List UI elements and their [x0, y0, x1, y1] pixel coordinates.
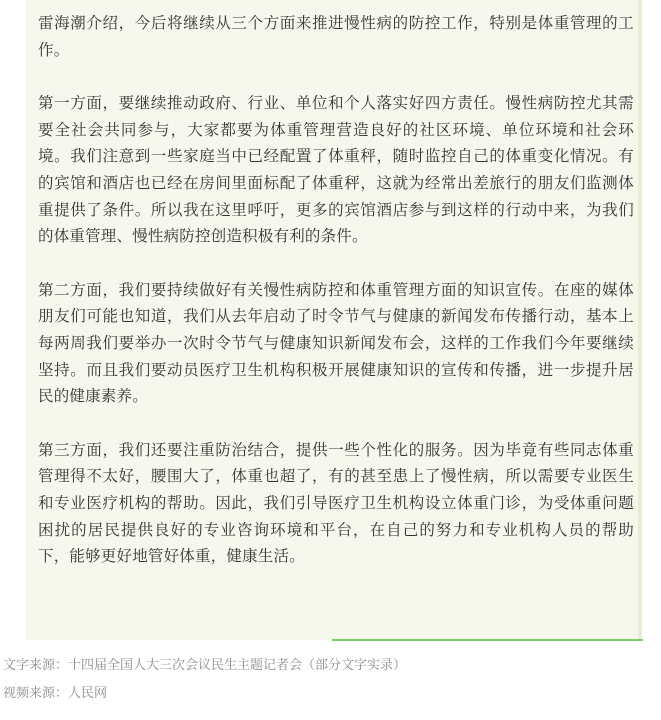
article-body — [38, 10, 634, 597]
paragraph-third-aspect: 第三方面，我们还要注重防治结合，提供一些个性化的服务。因为毕竟有些同志体重管理得不太好，腰围大了，体重也超了，有的甚至患上了慢性病，所以需要专业医生和专业医疗机构的帮助。因此，我们引导医疗卫生机构设立体重门诊，为受体重问题困扰的居民提供良好的专业咨询环境和平台，在自己的努力和专业机构人员的帮助下，能够更好地管好体重，健康生活。 — [38, 440, 634, 566]
video-source-credit: 视频来源：人民网 — [3, 686, 108, 701]
article-card — [26, 0, 642, 640]
card-edge-bar — [638, 0, 642, 640]
paragraph-intro: 雷海潮介绍，今后将继续从三个方面来推进慢性病的防控工作，特别是体重管理的工作。 — [38, 14, 634, 59]
paragraph-second-aspect: 第二方面，我们要持续做好有关慢性病防控和体重管理方面的知识宣传。在座的媒体朋友们可能也知道，我们从去年启动了时令节气与健康的新闻发布传播行动，基本上每两周我们要举办一次时令节气与健康知识新闻发布会，这样的工作我们今年要继续坚持。而且我们要动员医疗卫生机构积极开展健康知识的宣传和传播，进一步提升居民的健康素养。 — [38, 280, 634, 406]
text-source-credit: 文字来源：十四届全国人大三次会议民生主题记者会（部分文字实录） — [3, 658, 407, 673]
source-footer — [0, 652, 661, 708]
paragraph-first-aspect: 第一方面，要继续推动政府、行业、单位和个人落实好四方责任。慢性病防控尤其需要全社会共同参与，大家都要为体重管理营造良好的社区环境、单位环境和社会环境。我们注意到一些家庭当中已经配置了体重秤，随时监控自己的体重变化情况。有的宾馆和酒店也已经在房间里面标配了体重秤，这就为经常出差旅行的朋友们监测体重提供了条件。所以我在这里呼吁，更多的宾馆酒店参与到这样的行动中来，为我们的体重管理、慢性病防控创造积极有利的条件。 — [38, 94, 634, 246]
accent-divider — [332, 639, 643, 641]
